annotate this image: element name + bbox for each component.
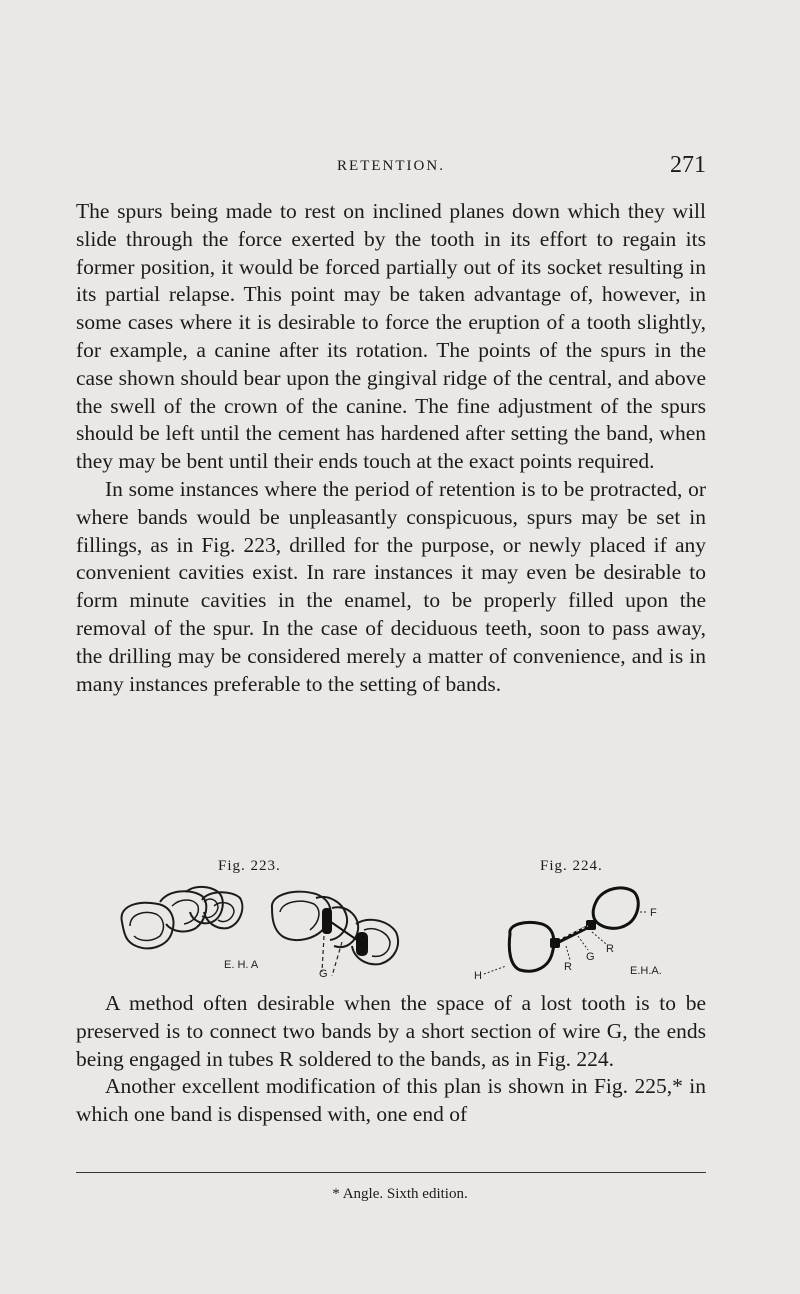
body-text-bottom — [76, 990, 706, 1129]
tooth-outline — [160, 891, 206, 931]
paragraph-spurs: The spurs being made to rest on inclined planes down which they will slide through the force exerted by the tooth in its effort to regain its former position, it would be forced partially out of its socket resulting in its partial relapse. This point may be taken advantage of, however, in some cases where it is desirable to force the eruption of a tooth slightly, for example, a canine after its rotation. The points of the spurs in the case shown should bear upon the gingival ridge of the central, and above the swell of the crown of the canine. The fine adjustment of the spurs should be left until the cement has hardened after setting the band, when they may be bent until their ends touch at the exact points required. — [76, 199, 706, 474]
figure-223-label-g: G — [319, 968, 328, 980]
page-number: 271 — [670, 152, 706, 178]
leader-line — [578, 936, 588, 950]
filling-spur — [356, 932, 368, 956]
paragraph-modification: Another excellent modification of this plan is shown in Fig. 225,* in which one band is dispensed with, one end of — [76, 1074, 706, 1127]
body-text-top — [76, 198, 706, 698]
figure-224-label-f: F — [650, 907, 657, 919]
figure-224-label-g: G — [586, 951, 595, 963]
band-right — [593, 888, 638, 928]
paragraph-lost-tooth: A method often desirable when the space of a lost tooth is to be preserved is to connect two bands by a short section of wire G, the ends being engaged in tubes R soldered to the bands, as in Fig. 224. — [76, 991, 706, 1071]
tooth-outline — [272, 892, 331, 940]
figure-223-drawing — [110, 880, 420, 985]
figure-224-label-eha: E.H.A. — [630, 965, 662, 977]
leader-line — [566, 946, 570, 960]
leader-line — [484, 966, 506, 974]
figure-224-label-r-right: R — [606, 943, 614, 955]
tooth-outline — [280, 901, 319, 930]
running-head — [76, 152, 706, 182]
leader-line — [322, 936, 324, 972]
footnote: * Angle. Sixth edition. — [332, 1186, 468, 1202]
footnote-rule — [76, 1172, 706, 1173]
paragraph-fillings: In some instances where the period of retention is to be protracted, or where bands would be unpleasantly conspicuous, spurs may be set in fillings, as in Fig. 223, drilled for the purpose, or newly placed if any convenient cavities exist. In rare instances it may even be desirable to form minute cavities in the enamel, to be properly filled upon the removal of the spur. In the case of deciduous teeth, soon to pass away, the drilling may be considered merely a matter of convenience, and is in many instances preferable to the setting of bands. — [76, 476, 706, 696]
tooth-outline — [130, 913, 163, 941]
figure-224-label-h: H — [474, 970, 482, 982]
band-left — [509, 922, 554, 971]
leader-line — [592, 932, 606, 944]
figure-223-caption: Fig. 223. — [218, 858, 281, 874]
running-title: RETENTION. — [337, 158, 445, 174]
figure-223-label-eha: E. H. A — [224, 959, 259, 971]
figure-224-label-r-left: R — [564, 961, 572, 973]
figure-224-drawing — [470, 880, 700, 985]
wire-g — [558, 926, 590, 942]
figure-224-caption: Fig. 224. — [540, 858, 603, 874]
